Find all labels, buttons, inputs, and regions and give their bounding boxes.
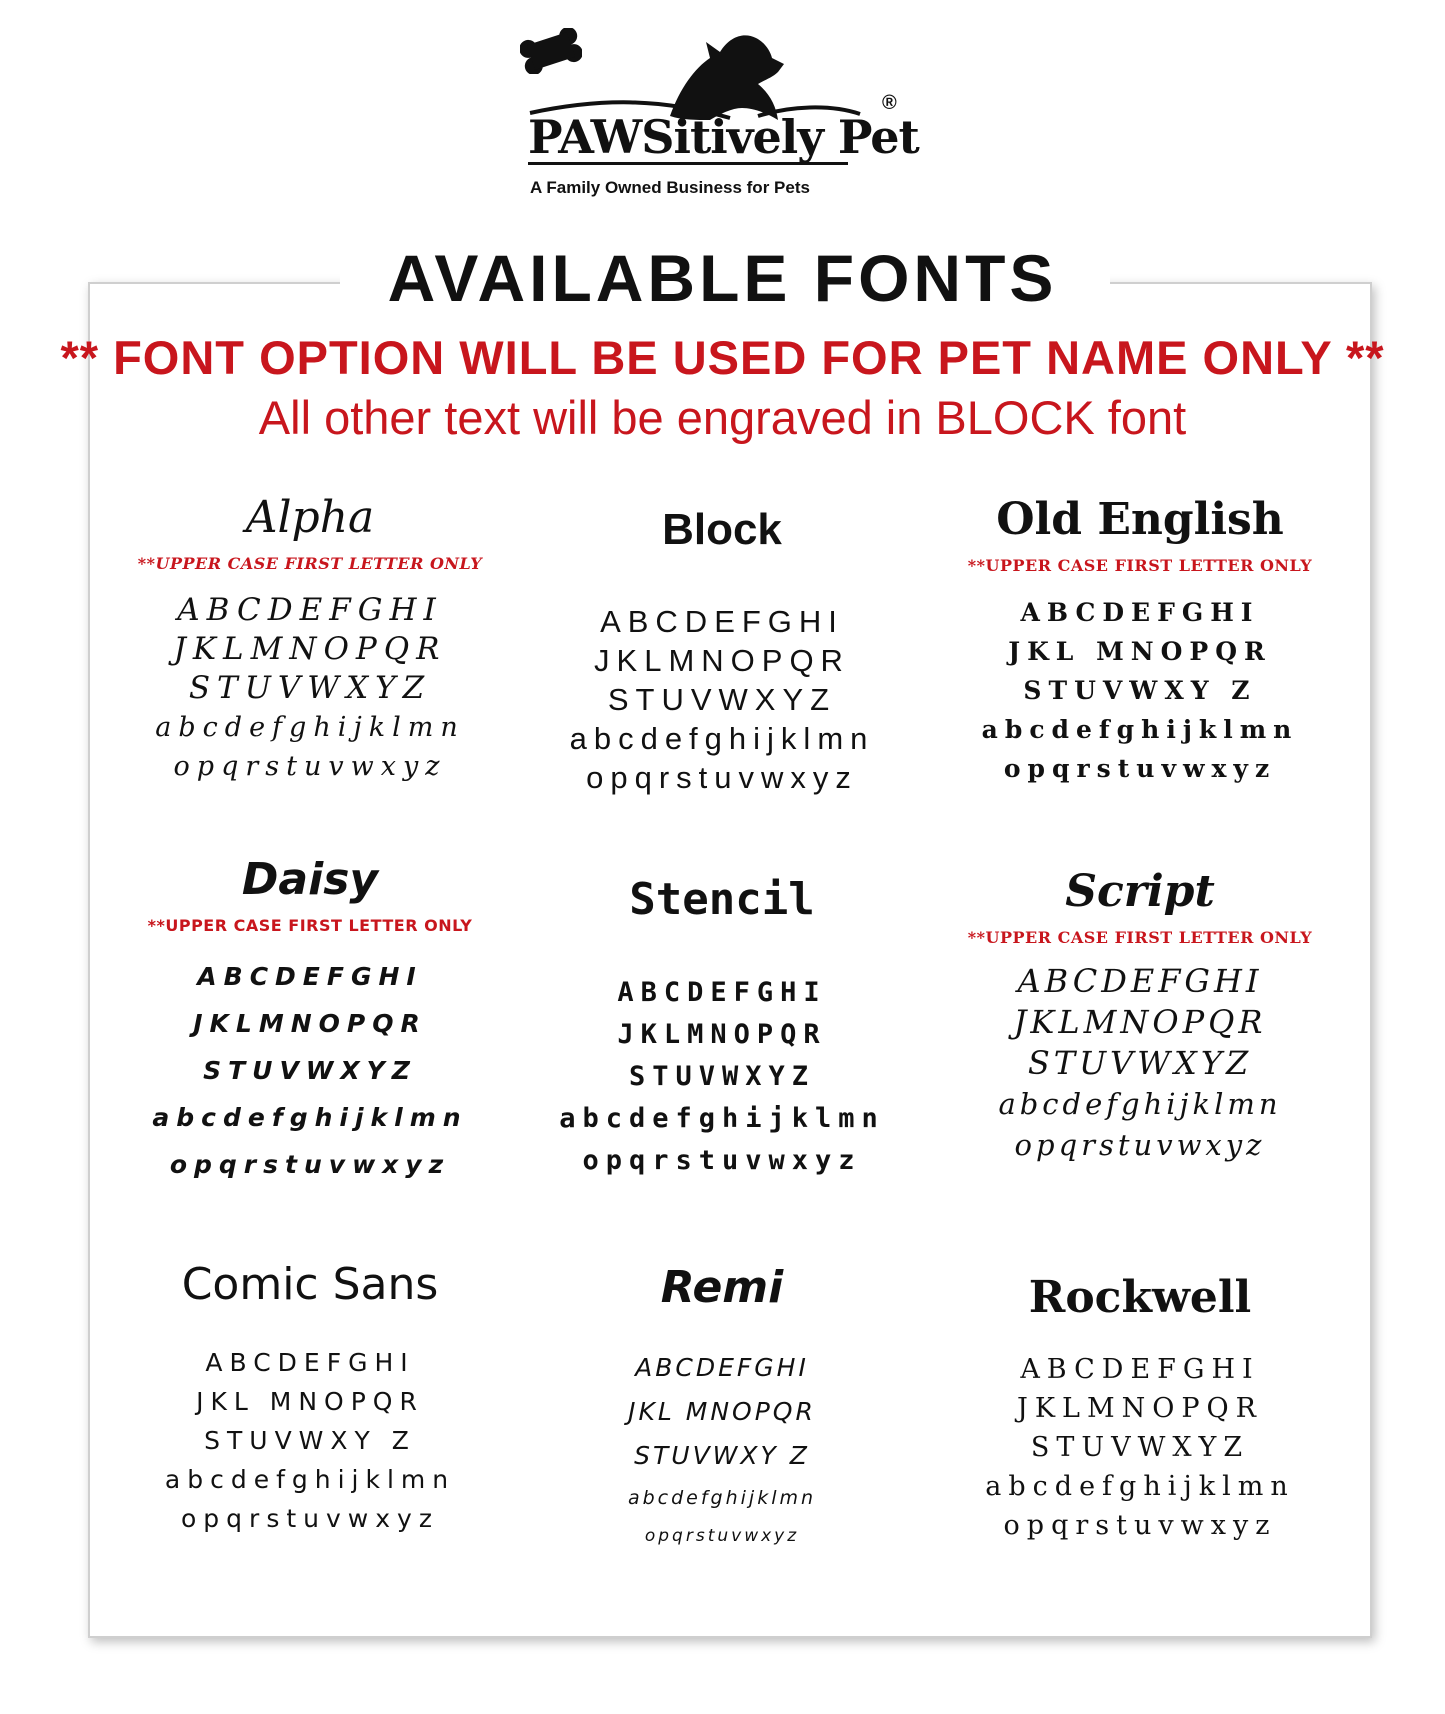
sample-row: STUVWXYZ <box>1030 1432 1250 1463</box>
font-card-block <box>512 500 932 797</box>
sample-row: ABCDEFGHI <box>205 1348 415 1377</box>
brand-logo <box>520 28 940 208</box>
sample-row: ABCDEFGHI <box>1020 1354 1260 1385</box>
font-card-stencil <box>512 870 932 1182</box>
sample-row: ABCDEFGHI <box>617 977 827 1008</box>
sample-row: ABCDEFGHI <box>600 604 844 639</box>
font-name: Comic Sans <box>181 1259 439 1310</box>
font-name: Block <box>662 505 782 554</box>
sample-row: abcdefghijklmn <box>155 712 465 743</box>
sample-row: abcdefghijklmn <box>569 721 875 756</box>
registered-mark: ® <box>882 92 897 114</box>
font-card-alpha <box>100 488 520 786</box>
sample-row: opqrstuvwxyz <box>644 1526 800 1546</box>
sample-row: abcdefghijklmn <box>559 1103 885 1134</box>
sample-row: JKLMNOPQR <box>193 1009 427 1038</box>
sample-row: STUVWXY Z <box>204 1426 416 1455</box>
sample-row: abcdefghijklmn <box>164 1465 456 1494</box>
font-name: Old English <box>996 494 1284 545</box>
sample-row: abcdefghijklmn <box>981 715 1299 744</box>
sample-row: opqrstuvwxyz <box>1003 1510 1277 1541</box>
sample-row: JKL MNOPQR <box>1008 637 1272 666</box>
sample-row: STUVWXYZ <box>628 1061 816 1092</box>
sample-row: abcdefghijklmn <box>627 1487 817 1509</box>
sample-row: STUVWXY Z <box>1023 676 1257 705</box>
sample-row: ABCDEFGHI <box>197 962 423 991</box>
font-name: Alpha <box>245 492 375 543</box>
sample-row: JKLMNOPQR <box>617 1019 827 1050</box>
sample-row: abcdefghijklmn <box>998 1087 1282 1121</box>
sample-row: STUVWXYZ <box>188 670 432 706</box>
sample-row: abcdefghijklmn <box>152 1103 468 1132</box>
font-card-rockwell <box>930 1268 1350 1545</box>
tags-badge-label: TAGS <box>870 179 913 206</box>
font-name: Daisy <box>241 854 379 905</box>
font-name: Remi <box>660 1262 784 1313</box>
font-card-daisy <box>100 850 520 1188</box>
sample-row: opqrstuvwxyz <box>1014 1128 1266 1162</box>
sample-row: ABCDEFGHI <box>1017 962 1263 1000</box>
font-note: **UPPER CASE FIRST LETTER ONLY <box>147 916 473 935</box>
sample-row: JKL MNOPQR <box>628 1397 816 1426</box>
font-name: Rockwell <box>1028 1272 1252 1323</box>
sample-row: STUVWXY Z <box>634 1441 810 1470</box>
sample-row: opqrstuvwxyz <box>169 1150 451 1179</box>
font-note: **UPPER CASE FIRST LETTER ONLY <box>967 928 1313 947</box>
sample-row: opqrstuvwxyz <box>181 1504 439 1533</box>
sample-row: opqrstuvwxyz <box>586 760 858 795</box>
notice-block-font: All other text will be engraved in BLOCK font <box>258 391 1187 444</box>
font-card-remi <box>512 1258 932 1554</box>
sample-row: STUVWXYZ <box>607 682 837 717</box>
sample-row: JKLMNOPQR <box>1013 1003 1267 1041</box>
sample-row: JKL MNOPQR <box>196 1387 424 1416</box>
sample-row: opqrstuvwxyz <box>582 1145 862 1176</box>
sample-row: JKLMNOPQR <box>173 631 447 667</box>
font-name: Script <box>1065 866 1215 917</box>
font-note: **UPPER CASE FIRST LETTER ONLY <box>967 556 1313 575</box>
sample-row: ABCDEFGHI <box>635 1353 809 1382</box>
bone-tag-icon <box>520 28 582 74</box>
sample-row: opqrstuvwxyz <box>173 751 447 782</box>
font-card-old-english <box>930 490 1350 788</box>
brand-tagline: A Family Owned Business for Pets <box>530 178 810 197</box>
font-card-script <box>930 862 1350 1166</box>
sample-row: ABCDEFGHI <box>1020 598 1260 627</box>
brand-name: PAWSitively Pet <box>528 110 919 164</box>
font-card-comic-sans <box>100 1255 520 1538</box>
sample-row: ABCDEFGHI <box>177 592 443 628</box>
sample-row: opqrstuvwxyz <box>1003 754 1277 783</box>
sample-row: STUVWXYZ <box>1027 1044 1253 1082</box>
font-note: **UPPER CASE FIRST LETTER ONLY <box>137 554 483 573</box>
sample-row: JKLMNOPQR <box>1017 1393 1263 1424</box>
font-name: Stencil <box>629 874 815 925</box>
sample-row: STUVWXYZ <box>203 1056 417 1085</box>
sample-row: JKLMNOPQR <box>594 643 850 678</box>
page-title: AVAILABLE FONTS <box>387 241 1058 315</box>
sample-row: abcdefghijklmn <box>985 1471 1295 1502</box>
notice-pet-name-only: ** FONT OPTION WILL BE USED FOR PET NAME ONLY ** <box>60 331 1385 384</box>
